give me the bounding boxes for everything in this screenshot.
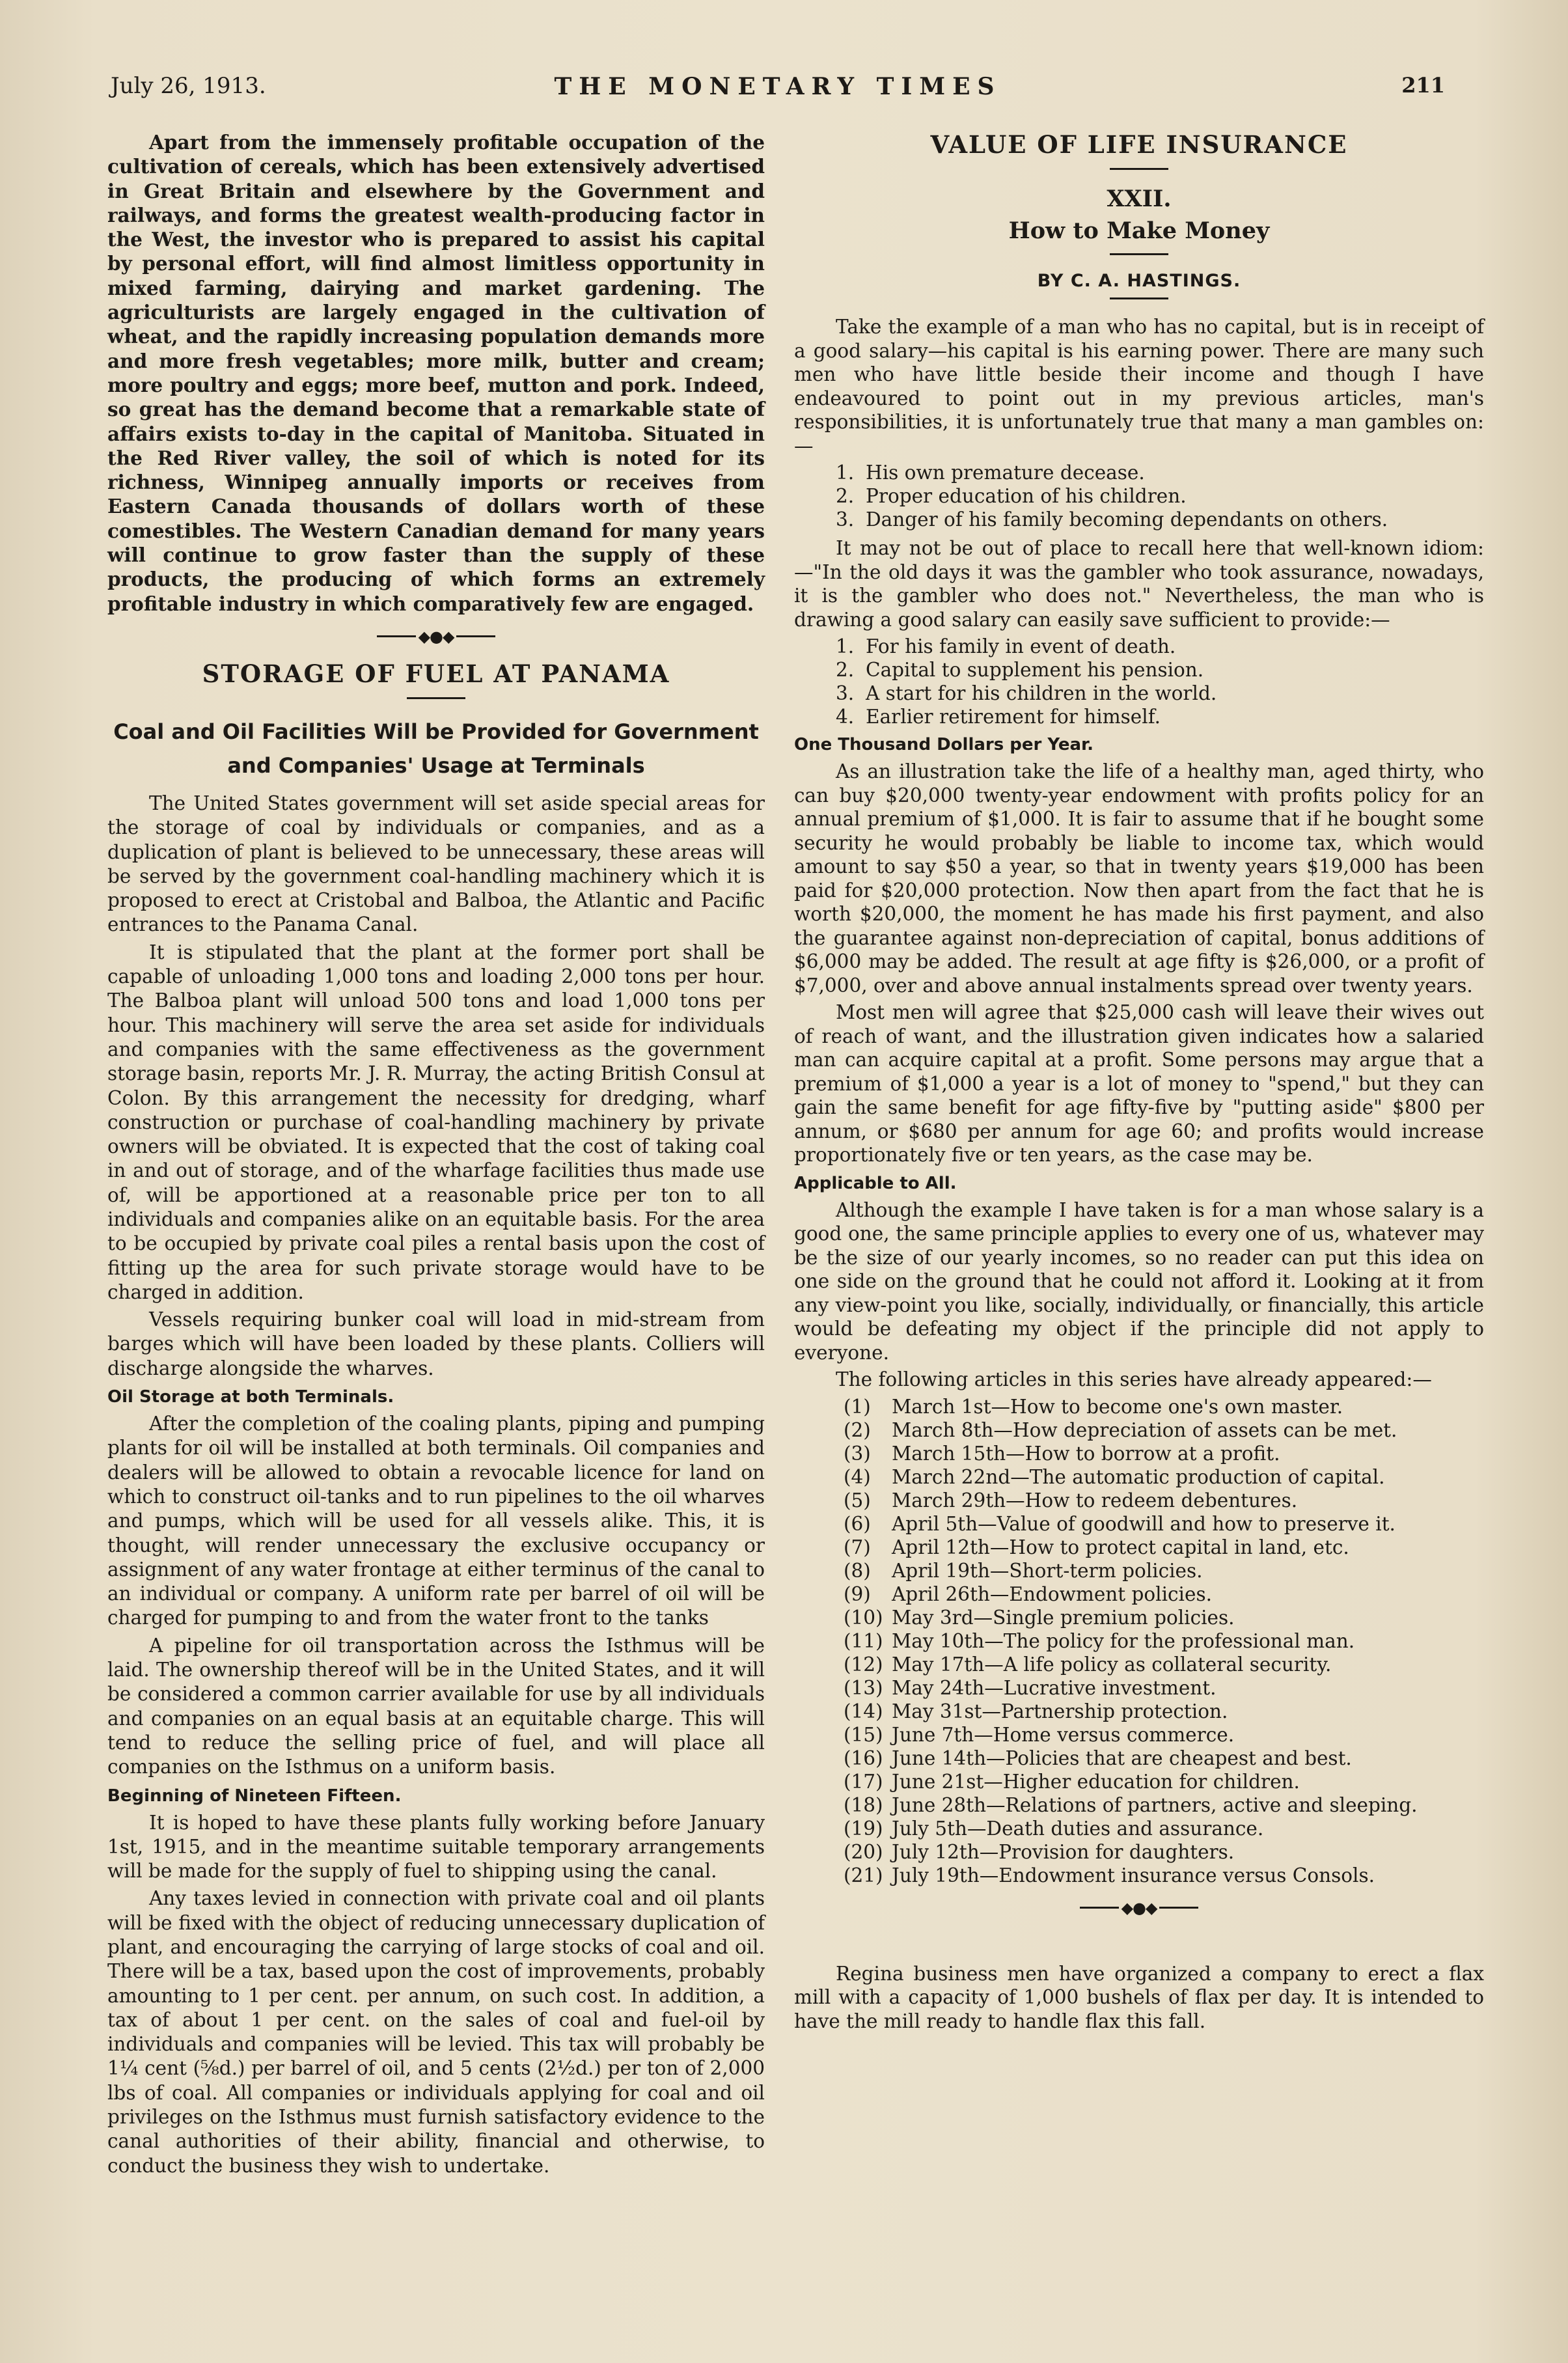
article-subtitle bbox=[107, 715, 765, 782]
article-subtitle-line-2: and Companies' Usage at Terminals bbox=[227, 753, 645, 778]
paragraph: Although the example I have taken is for a man whose salary is a good one, the same principle applies to every one of us, whatever may be the size of our yearly incomes, so no reader can put this idea on one side on the ground that he could not afford it. Looking at it from any view-point you like, socially, individually, or financially, this article would be defeating my object if the principle did not apply to everyone. bbox=[794, 1198, 1484, 1364]
list-item-text: April 5th—Value of goodwill and how to preserve it. bbox=[892, 1512, 1396, 1535]
list-item-text: Earlier retirement for himself. bbox=[866, 706, 1161, 728]
list-item bbox=[794, 1418, 1484, 1442]
list-item bbox=[794, 1512, 1484, 1536]
section-divider-ornament: ◆●◆ bbox=[794, 1899, 1484, 1916]
list-item bbox=[794, 1770, 1484, 1793]
list-item bbox=[794, 1747, 1484, 1770]
list-item bbox=[794, 635, 1484, 658]
list-item-text: March 15th—How to borrow at a profit. bbox=[892, 1442, 1280, 1465]
list-item-number: (14) bbox=[844, 1700, 883, 1722]
paragraph: A pipeline for oil transportation across the Isthmus will be laid. The ownership thereof will be in the United States, and it will be considered a common carrier available for use by all individuals and companies on an equal basis at an equitable charge. This will tend to reduce the selling price of fuel, and will place all companies on the Isthmus on a uniform basis. bbox=[107, 1634, 765, 1778]
list-item-text: July 5th—Death duties and assurance. bbox=[892, 1817, 1264, 1840]
list-item bbox=[794, 461, 1484, 484]
left-column bbox=[107, 130, 765, 2181]
list-item bbox=[794, 1489, 1484, 1512]
list-item-text: July 19th—Endowment insurance versus Consols. bbox=[892, 1864, 1375, 1886]
list-item-number: (1) bbox=[844, 1395, 871, 1418]
list-item-text: April 12th—How to protect capital in land, etc. bbox=[892, 1536, 1349, 1558]
paragraph: Most men will agree that $25,000 cash will leave their wives out of reach of want, and the illustration given indicates how a salaried man can acquire capital at a profit. Some persons may argue that a premium of $1,000 a year is a lot of money to "spend," but they can gain the same benefit for age fifty-five by "putting aside" $800 per annum, or $680 per annum for age 60; and profits would increase proportionately five or ten years, as the case may be. bbox=[794, 1001, 1484, 1166]
article-title-life-insurance: VALUE OF LIFE INSURANCE bbox=[930, 130, 1348, 159]
intro-paragraph: Apart from the immensely profitable occupation of the cultivation of cereals, which has been extensively advertised in Great Britain and elsewhere by the Government and railways, and forms the greatest wealth-producing factor in the West, the investor who is prepared to assist his capital by personal effort, will find almost limitless opportunity in mixed farming, dairying and market gardening. The agriculturists are largely engaged in the cultivation of wheat, and the rapidly increasing population demands more and more fresh vegetables; more milk, butter and cream; more poultry and eggs; more beef, mutton and pork. Indeed, so great has the demand become that a remarkable state of affairs exists to-day in the capital of Manitoba. Situated in the Red River valley, the soil of which is noted for its richness, Winnipeg annually imports or receives from Eastern Canada thousands of dollars worth of these comestibles. The Western Canadian demand for many years will continue to grow faster than the supply of these products, the producing of which forms an extremely profitable industry in which comparatively few are engaged. bbox=[107, 131, 765, 615]
list-item-text: May 3rd—Single premium policies. bbox=[892, 1606, 1235, 1629]
list-item-text: Danger of his family becoming dependants on others. bbox=[866, 508, 1388, 531]
list-item bbox=[794, 1559, 1484, 1582]
list-item-number: (7) bbox=[844, 1536, 871, 1558]
list-item-number: 3. bbox=[836, 508, 855, 531]
section-heading-thousand-dollars: One Thousand Dollars per Year. bbox=[794, 735, 1094, 754]
paragraph: Vessels requiring bunker coal will load in mid-stream from barges which will have been loaded by these plants. Colliers will discharge alongside the wharves. bbox=[107, 1308, 765, 1379]
section-divider-ornament: ◆●◆ bbox=[107, 628, 765, 645]
list-item-text: April 19th—Short-term policies. bbox=[892, 1559, 1203, 1582]
list-item-number: (18) bbox=[844, 1793, 883, 1816]
list-item-number: (21) bbox=[844, 1864, 883, 1886]
list-item bbox=[794, 682, 1484, 705]
list-item bbox=[794, 1442, 1484, 1465]
list-item-number: (17) bbox=[844, 1770, 883, 1793]
regina-news-item: Regina business men have organized a company to erect a flax mill with a capacity of 1,000 bushels of flax per day. It is intended to have the mill ready to handle flax this fall. bbox=[794, 1962, 1484, 2032]
list-item-number: 1. bbox=[836, 635, 855, 657]
paragraph: The United States government will set aside special areas for the storage of coal by individuals or companies, and as a duplication of plant is believed to be unnecessary, these areas will be served by the government coal-handling machinery which it is proposed to erect at Cristobal and Balboa, the Atlantic and Pacific entrances to the Panama Canal. bbox=[107, 792, 765, 936]
list-item-text: July 12th—Provision for daughters. bbox=[892, 1840, 1235, 1863]
series-list bbox=[794, 1395, 1484, 1887]
list-item-text: May 31st—Partnership protection. bbox=[892, 1700, 1228, 1722]
list-item-text: June 14th—Policies that are cheapest and best. bbox=[892, 1747, 1352, 1769]
article-title-storage-of-fuel: STORAGE OF FUEL AT PANAMA bbox=[202, 659, 670, 688]
list-item-number: (13) bbox=[844, 1676, 883, 1699]
list-item-text: March 1st—How to become one's own master. bbox=[892, 1395, 1343, 1418]
paragraph: Take the example of a man who has no capital, but is in receipt of a good salary—his capital is his earning power. There are many such men who have little beside their income and though I have endeavoured to point out in my previous articles, man's responsibilities, it is unfortunately true that many a man gambles on:— bbox=[794, 316, 1484, 457]
list-item-number: (10) bbox=[844, 1606, 883, 1629]
list-item-number: 1. bbox=[836, 462, 855, 484]
list-item-number: (15) bbox=[844, 1723, 883, 1746]
list-item-text: June 21st—Higher education for children. bbox=[892, 1770, 1300, 1793]
list-item-text: March 8th—How depreciation of assets can be met. bbox=[892, 1418, 1397, 1441]
list-item bbox=[794, 484, 1484, 508]
list-item-number: 2. bbox=[836, 659, 855, 681]
list-item bbox=[794, 508, 1484, 531]
list-item-number: 2. bbox=[836, 485, 855, 507]
byline: BY C. A. HASTINGS. bbox=[1037, 271, 1241, 291]
list-item bbox=[794, 1629, 1484, 1653]
publication-title: THE MONETARY TIMES bbox=[554, 73, 1002, 100]
list-item-number: (4) bbox=[844, 1465, 871, 1488]
paragraph: It may not be out of place to recall here that well-known idiom:—"In the old days it was the gambler who took assurance, nowadays, it is the gambler who does not." Nevertheless, the man who is drawing a good salary can easily save sufficient to provide:— bbox=[794, 537, 1484, 631]
section-heading-oil-storage: Oil Storage at both Terminals. bbox=[107, 1387, 394, 1407]
byline-rule bbox=[1110, 297, 1168, 299]
list-item-number: (20) bbox=[844, 1840, 883, 1863]
list-item-number: 3. bbox=[836, 682, 855, 704]
list-item-number: (12) bbox=[844, 1653, 883, 1676]
list-item bbox=[794, 1465, 1484, 1489]
article-subtitle: How to Make Money bbox=[1008, 217, 1270, 244]
page-header bbox=[111, 73, 1445, 112]
paragraph: It is hoped to have these plants fully working before January 1st, 1915, and in the meantime suitable temporary arrangements will be made for the supply of fuel to shipping using the canal. bbox=[107, 1811, 765, 1883]
section-heading-1915: Beginning of Nineteen Fifteen. bbox=[107, 1786, 402, 1806]
list-item-text: Capital to supplement his pension. bbox=[866, 659, 1204, 681]
list-item-text: For his family in event of death. bbox=[866, 635, 1176, 657]
list-item-text: May 10th—The policy for the professional man. bbox=[892, 1629, 1355, 1652]
paragraph: It is stipulated that the plant at the former port shall be capable of unloading 1,000 tons and loading 2,000 tons per hour. The Balboa plant will unload 500 tons and load 1,000 tons per hour. This machinery will serve the area set aside for individuals and companies with the same effectiveness as the government storage basin, reports Mr. J. R. Murray, the acting British Consul at Colon. By this arrangement the necessity for dredging, wharf construction or purchase of coal-handling machinery by private owners will be obviated. It is expected that the cost of taking coal in and out of storage, and of the wharfage facilities thus made use of, will be apportioned at a reasonable price per ton to all individuals and companies alike on an equitable basis. For the area to be occupied by private coal piles a rental basis upon the cost of fitting up the area for such private storage would have to be charged in addition. bbox=[107, 941, 765, 1303]
list-item-number: (6) bbox=[844, 1512, 871, 1535]
subtitle-rule bbox=[1110, 253, 1168, 255]
list-item bbox=[794, 1582, 1484, 1606]
list-item bbox=[794, 1817, 1484, 1840]
paragraph: Any taxes levied in connection with private coal and oil plants will be fixed with the object of reducing unnecessary duplication of plant, and encouraging the carrying of large stocks of coal and oil. There will be a tax, based upon the cost of improvements, probably amounting to 1 per cent. per annum, on such cost. In addition, a tax of about 1 per cent. on the sales of coal and fuel-oil by individuals and companies will be levied. This tax will probably be 1¼ cent (⅝d.) per barrel of oil, and 5 cents (2½d.) per ton of 2,000 lbs of coal. All companies or individuals applying for coal and oil privileges on the Isthmus must furnish satisfactory evidence to the canal authorities of their ability, financial and otherwise, to conduct the business they wish to undertake. bbox=[107, 1887, 765, 2177]
list-item-number: (19) bbox=[844, 1817, 883, 1840]
list-item bbox=[794, 1700, 1484, 1723]
list-item-text: His own premature decease. bbox=[866, 462, 1145, 484]
list-item-number: (3) bbox=[844, 1442, 871, 1465]
list-item bbox=[794, 1536, 1484, 1559]
list-item-text: March 29th—How to redeem debentures. bbox=[892, 1489, 1298, 1512]
paragraph: The following articles in this series have already appeared:— bbox=[836, 1368, 1432, 1390]
article-subtitle-line-1: Coal and Oil Facilities Will be Provided for Government bbox=[113, 719, 759, 744]
list-item bbox=[794, 1864, 1484, 1887]
list-item-number: 4. bbox=[836, 706, 855, 728]
list-item bbox=[794, 1676, 1484, 1700]
list-item-text: May 24th—Lucrative investment. bbox=[892, 1676, 1217, 1699]
list-item-number: (9) bbox=[844, 1582, 871, 1605]
list-item-number: (16) bbox=[844, 1747, 883, 1769]
issue-date: July 26, 1913. bbox=[111, 73, 266, 99]
list-item-number: (8) bbox=[844, 1559, 871, 1582]
list-item bbox=[794, 705, 1484, 728]
list-item-number: (11) bbox=[844, 1629, 883, 1652]
list-item-text: June 28th—Relations of partners, active and sleeping. bbox=[892, 1793, 1418, 1816]
list-item-text: A start for his children in the world. bbox=[866, 682, 1217, 704]
page-number: 211 bbox=[1401, 73, 1445, 98]
title-rule bbox=[1110, 168, 1168, 170]
list-item-number: (5) bbox=[844, 1489, 871, 1512]
list-item-number: (2) bbox=[844, 1418, 871, 1441]
paragraph: As an illustration take the life of a healthy man, aged thirty, who can buy $20,000 twenty-year endowment with profits policy for an annual premium of $1,000. It is fair to assume that if he bought some security he would probably be liable to income tax, which would amount to say $50 a year, so that in twenty years $19,000 has been paid for $20,000 protection. Now then apart from the fact that he is worth $20,000, the moment he has made his first payment, and also the guarantee against non-depreciation of capital, bonus additions of $6,000 may be added. The result at age fifty is $26,000, or a profit of $7,000, over and above annual instalments spread over twenty years. bbox=[794, 760, 1484, 997]
provide-list bbox=[794, 635, 1484, 728]
right-column bbox=[794, 130, 1484, 2036]
list-item bbox=[794, 1395, 1484, 1418]
list-item bbox=[794, 1840, 1484, 1864]
article-number: XXII. bbox=[1107, 186, 1172, 212]
list-item bbox=[794, 1606, 1484, 1629]
paragraph: After the completion of the coaling plants, piping and pumping plants for oil will be installed at both terminals. Oil companies and dealers will be allowed to obtain a revocable licence for land on which to construct oil-tanks and to run pipelines to the oil wharves and pumps, which will be used for all vessels alike. This, it is thought, will render unnecessary the exclusive occupancy or assignment of any water frontage at either terminus of the canal to an individual or company. A uniform rate per barrel of oil will be charged for pumping to and from the water front to the tanks bbox=[107, 1413, 765, 1629]
list-item bbox=[794, 1793, 1484, 1817]
list-item bbox=[794, 658, 1484, 682]
title-rule bbox=[407, 697, 465, 699]
gambles-list bbox=[794, 461, 1484, 531]
list-item bbox=[794, 1653, 1484, 1676]
list-item-text: May 17th—A life policy as collateral security. bbox=[892, 1653, 1332, 1676]
list-item-text: June 7th—Home versus commerce. bbox=[892, 1723, 1235, 1746]
list-item-text: Proper education of his children. bbox=[866, 485, 1187, 507]
list-item bbox=[794, 1723, 1484, 1747]
list-item-text: April 26th—Endowment policies. bbox=[892, 1582, 1212, 1605]
list-item-text: March 22nd—The automatic production of capital. bbox=[892, 1465, 1385, 1488]
section-heading-applicable: Applicable to All. bbox=[794, 1173, 957, 1193]
